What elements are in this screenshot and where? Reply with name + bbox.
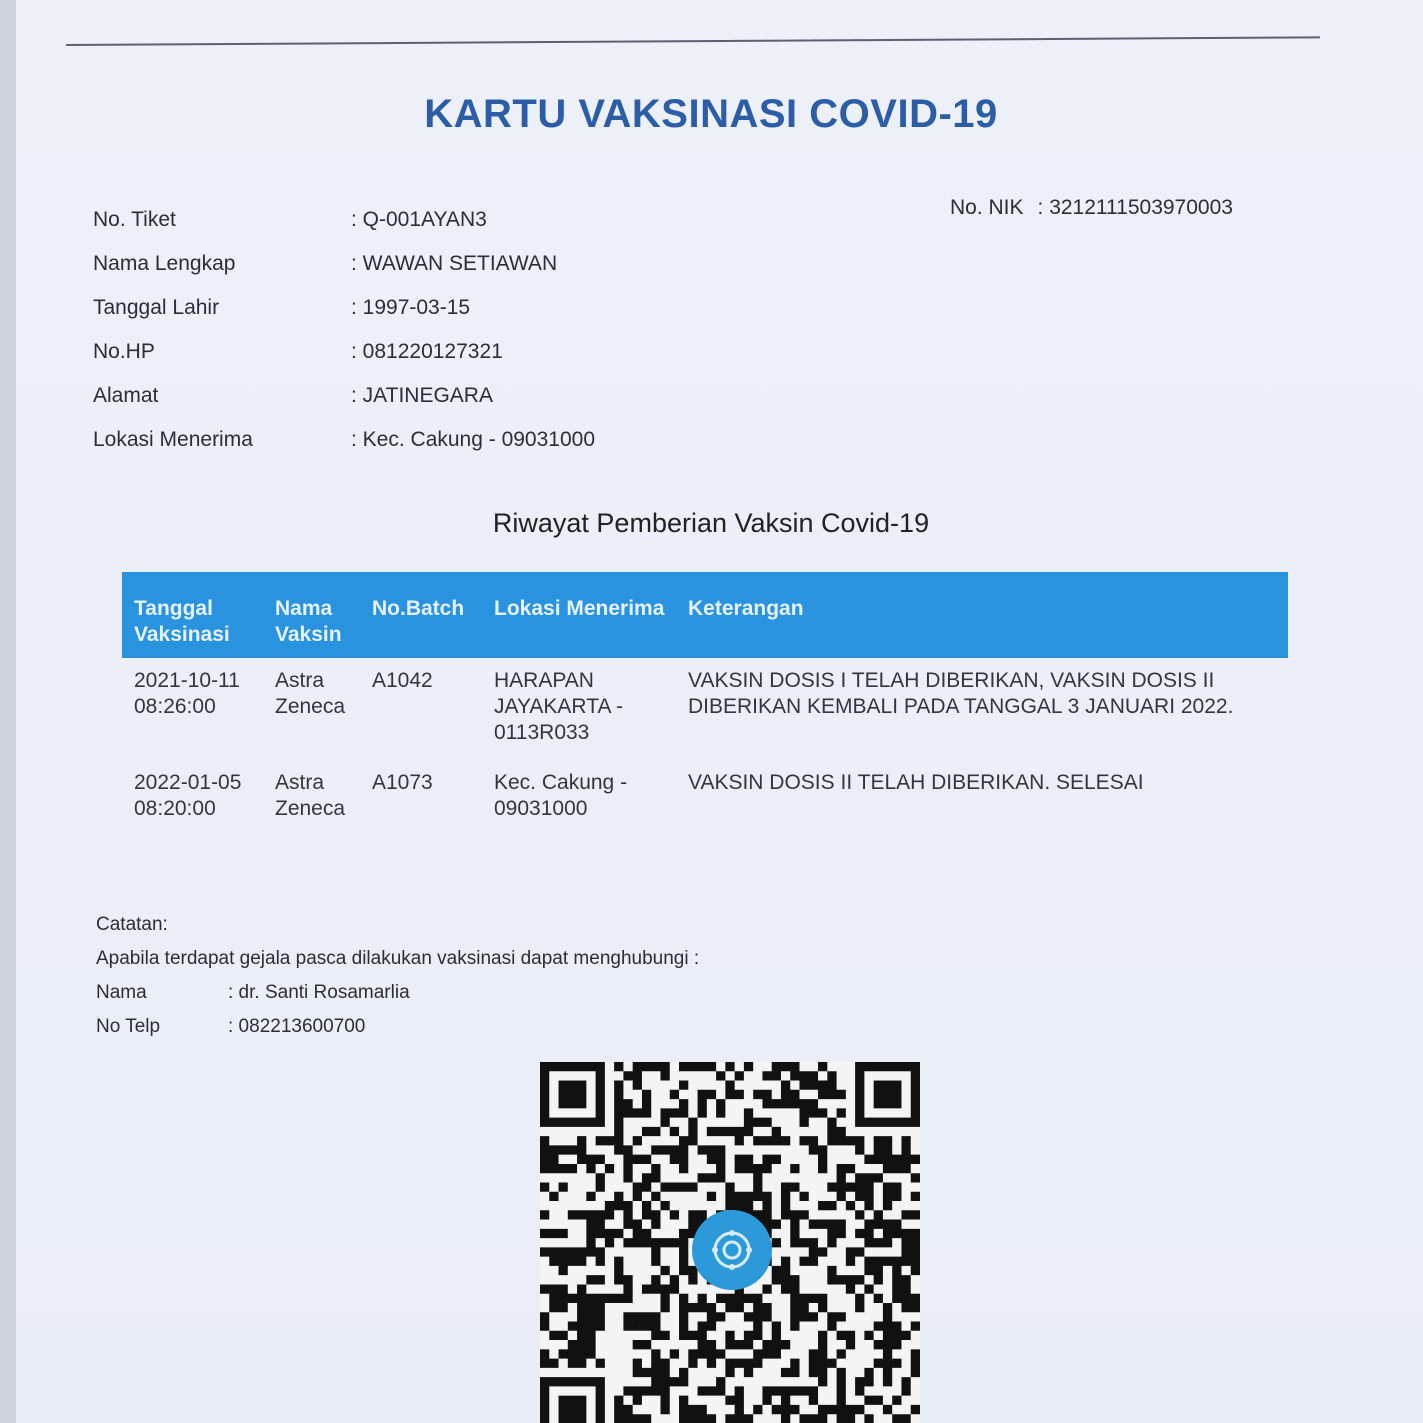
column-header-date: Tanggal Vaksinasi: [134, 597, 230, 646]
info-label: No. Tiket: [93, 208, 176, 231]
info-value: : 1997-03-15: [351, 296, 471, 319]
cell-batch: A1073: [372, 771, 433, 794]
notes-section: [96, 914, 699, 1050]
top-divider: [66, 36, 1320, 46]
cell-location: Kec. Cakung - 09031000: [494, 771, 628, 820]
info-value: : 081220127321: [351, 340, 503, 363]
nik-label: No. NIK: [950, 196, 1024, 219]
info-label: Alamat: [93, 384, 159, 407]
column-header-batch: No.Batch: [372, 597, 465, 620]
notes-heading: Catatan:: [96, 914, 168, 935]
info-label: No.HP: [93, 340, 155, 363]
vaccination-card: [16, 0, 1423, 1423]
contact-label: No Telp: [96, 1016, 161, 1037]
info-value: : JATINEGARA: [351, 384, 493, 407]
info-value: : WAWAN SETIAWAN: [351, 252, 558, 275]
contact-value: : 082213600700: [228, 1016, 366, 1037]
logo-glyph: [709, 1227, 755, 1273]
qr-code: [540, 1062, 920, 1423]
cell-date: 2022-01-05 08:20:00: [134, 771, 242, 820]
column-header-location: Lokasi Menerima: [494, 597, 665, 620]
info-value: : Kec. Cakung - 09031000: [351, 428, 596, 451]
cell-vaccine: Astra Zeneca: [275, 669, 346, 718]
info-label: Lokasi Menerima: [93, 428, 253, 451]
cell-date: 2021-10-11 08:26:00: [134, 669, 240, 718]
pedulilindungi-logo-icon: [692, 1210, 772, 1290]
contact-row-phone: [96, 1016, 699, 1050]
contact-row-name: [96, 982, 699, 1016]
cell-notes: VAKSIN DOSIS II TELAH DIBERIKAN. SELESAI: [688, 771, 1144, 794]
contact-label: Nama: [96, 982, 147, 1003]
column-header-vaccine: Nama Vaksin: [275, 597, 342, 646]
nik-value: : 3212111503970003: [1037, 196, 1233, 219]
column-header-notes: Keterangan: [688, 597, 804, 620]
info-value: : Q-001AYAN3: [351, 208, 487, 231]
page-title: KARTU VAKSINASI COVID-19: [424, 92, 998, 136]
cell-notes: VAKSIN DOSIS I TELAH DIBERIKAN, VAKSIN DOSIS II DIBERIKAN KEMBALI PADA TANGGAL 3 JANUARI 2022.: [688, 669, 1234, 718]
cell-location: HARAPAN JAYAKARTA - 0113R033: [494, 669, 624, 744]
notes-text: Apabila terdapat gejala pasca dilakukan vaksinasi dapat menghubungi :: [96, 948, 700, 969]
table-header: [122, 572, 1288, 658]
info-label: Nama Lengkap: [93, 252, 236, 275]
table-row: [122, 668, 1288, 770]
table-row: [122, 770, 1288, 850]
info-label: Tanggal Lahir: [93, 296, 220, 319]
history-title: Riwayat Pemberian Vaksin Covid-19: [492, 508, 930, 538]
contact-value: : dr. Santi Rosamarlia: [228, 982, 410, 1003]
cell-vaccine: Astra Zeneca: [275, 771, 346, 820]
vaccination-history-table: [122, 572, 1288, 850]
cell-batch: A1042: [372, 669, 433, 692]
nik-field: [950, 196, 1233, 220]
